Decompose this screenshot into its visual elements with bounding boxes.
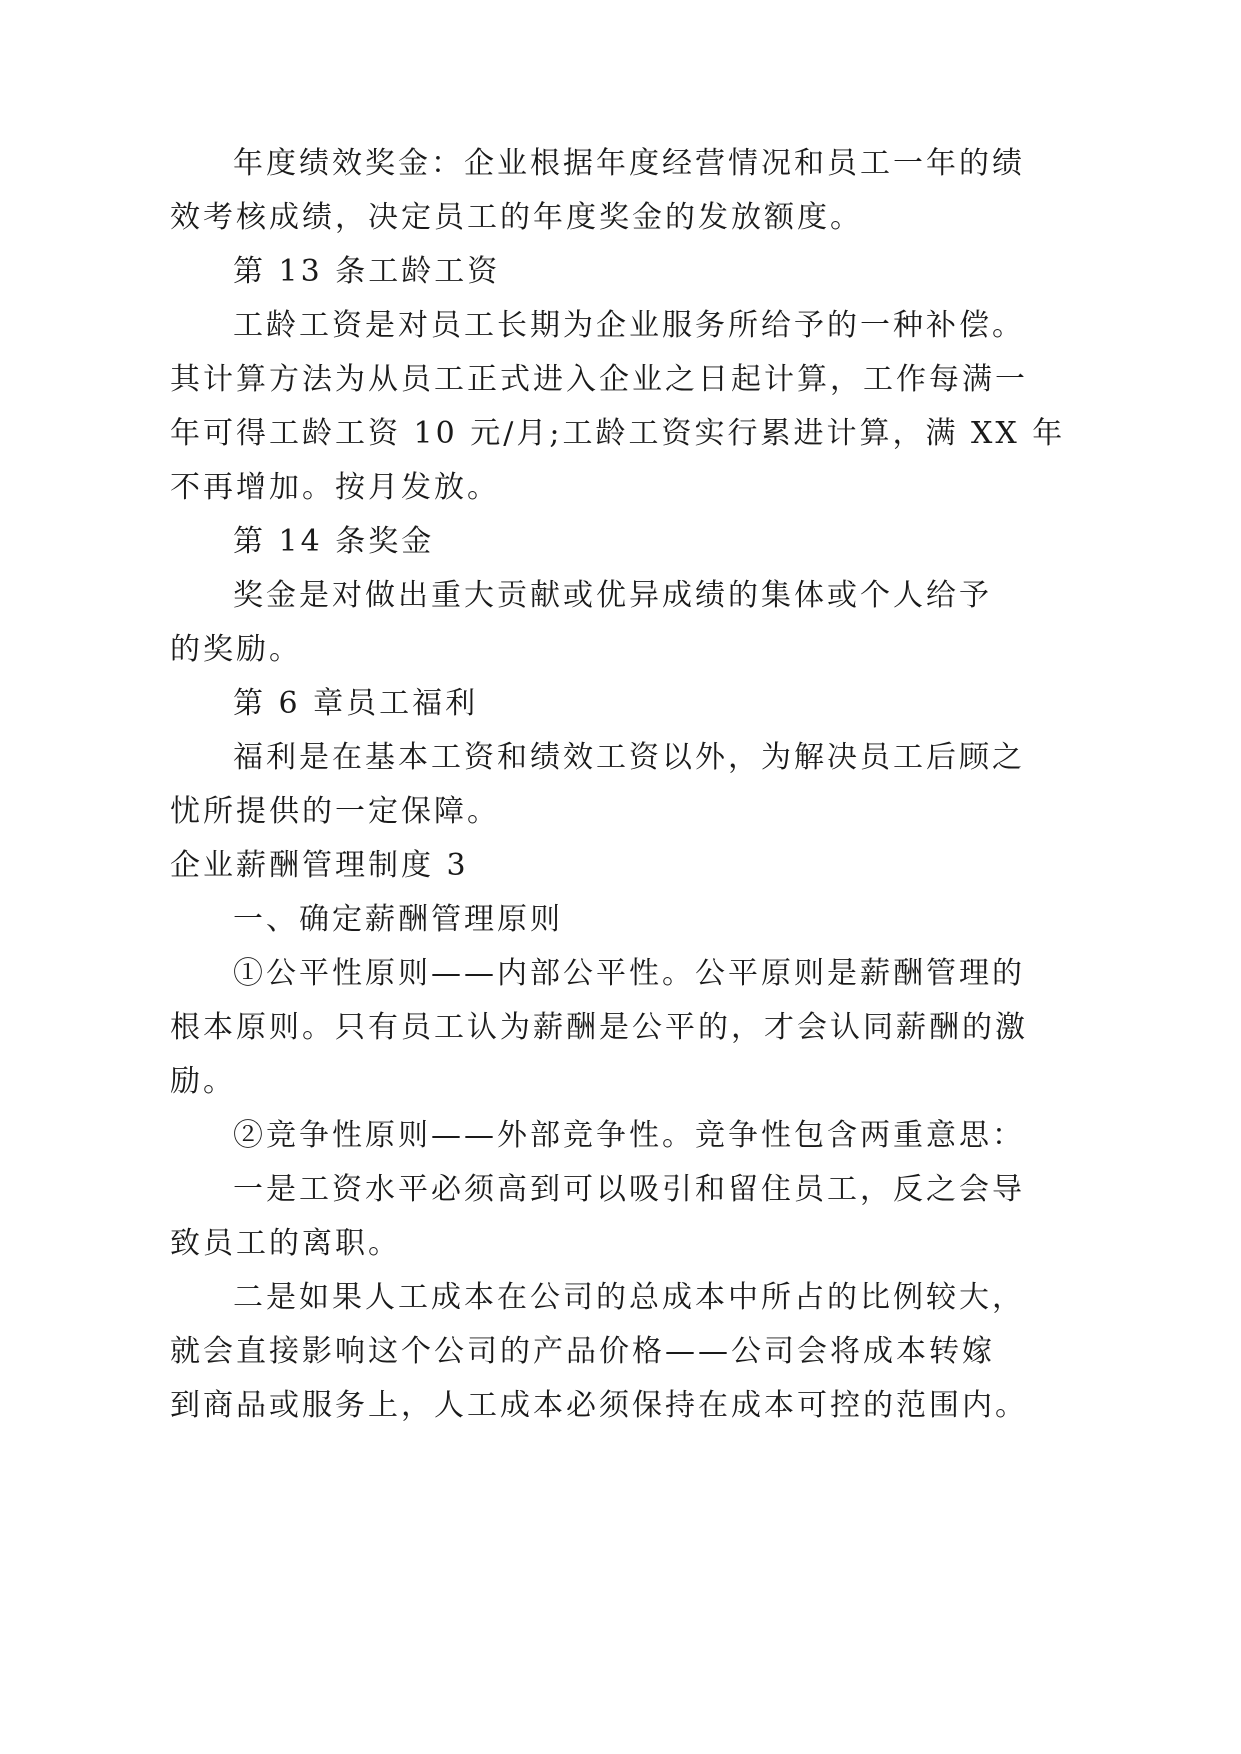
section-title: 企业薪酬管理制度 3 [170, 848, 469, 883]
text-line: ①公平性原则——内部公平性。公平原则是薪酬管理的 [233, 956, 1025, 991]
text-line: 二是如果人工成本在公司的总成本中所占的比例较大， [233, 1280, 1025, 1315]
article-heading: 第 14 条奖金 [233, 524, 435, 559]
text-line: 年可得工龄工资 10 元/月;工龄工资实行累进计算，满 XX 年 [170, 416, 1066, 451]
text-line: 根本原则。只有员工认为薪酬是公平的，才会认同薪酬的激 [170, 1010, 1028, 1045]
text-line: 年度绩效奖金：企业根据年度经营情况和员工一年的绩 [233, 146, 1025, 181]
text-line: ②竞争性原则——外部竞争性。竞争性包含两重意思： [233, 1118, 1025, 1153]
text-line: 一是工资水平必须高到可以吸引和留住员工，反之会导 [233, 1172, 1025, 1207]
text-line: 到商品或服务上，人工成本必须保持在成本可控的范围内。 [170, 1388, 1028, 1423]
subsection-heading: 一、确定薪酬管理原则 [233, 902, 563, 937]
text-line: 励。 [170, 1064, 236, 1099]
chapter-heading: 第 6 章员工福利 [233, 686, 479, 721]
text-line: 效考核成绩，决定员工的年度奖金的发放额度。 [170, 200, 863, 235]
text-line: 不再增加。按月发放。 [170, 470, 500, 505]
text-line: 的奖励。 [170, 632, 302, 667]
text-line: 福利是在基本工资和绩效工资以外，为解决员工后顾之 [233, 740, 1025, 775]
text-line: 工龄工资是对员工长期为企业服务所给予的一种补偿。 [233, 308, 1025, 343]
text-line: 就会直接影响这个公司的产品价格——公司会将成本转嫁 [170, 1334, 995, 1369]
text-line: 致员工的离职。 [170, 1226, 401, 1261]
text-line: 其计算方法为从员工正式进入企业之日起计算，工作每满一 [170, 362, 1028, 397]
article-heading: 第 13 条工龄工资 [233, 254, 501, 289]
text-line: 忧所提供的一定保障。 [170, 794, 500, 829]
text-line: 奖金是对做出重大贡献或优异成绩的集体或个人给予 [233, 578, 992, 613]
